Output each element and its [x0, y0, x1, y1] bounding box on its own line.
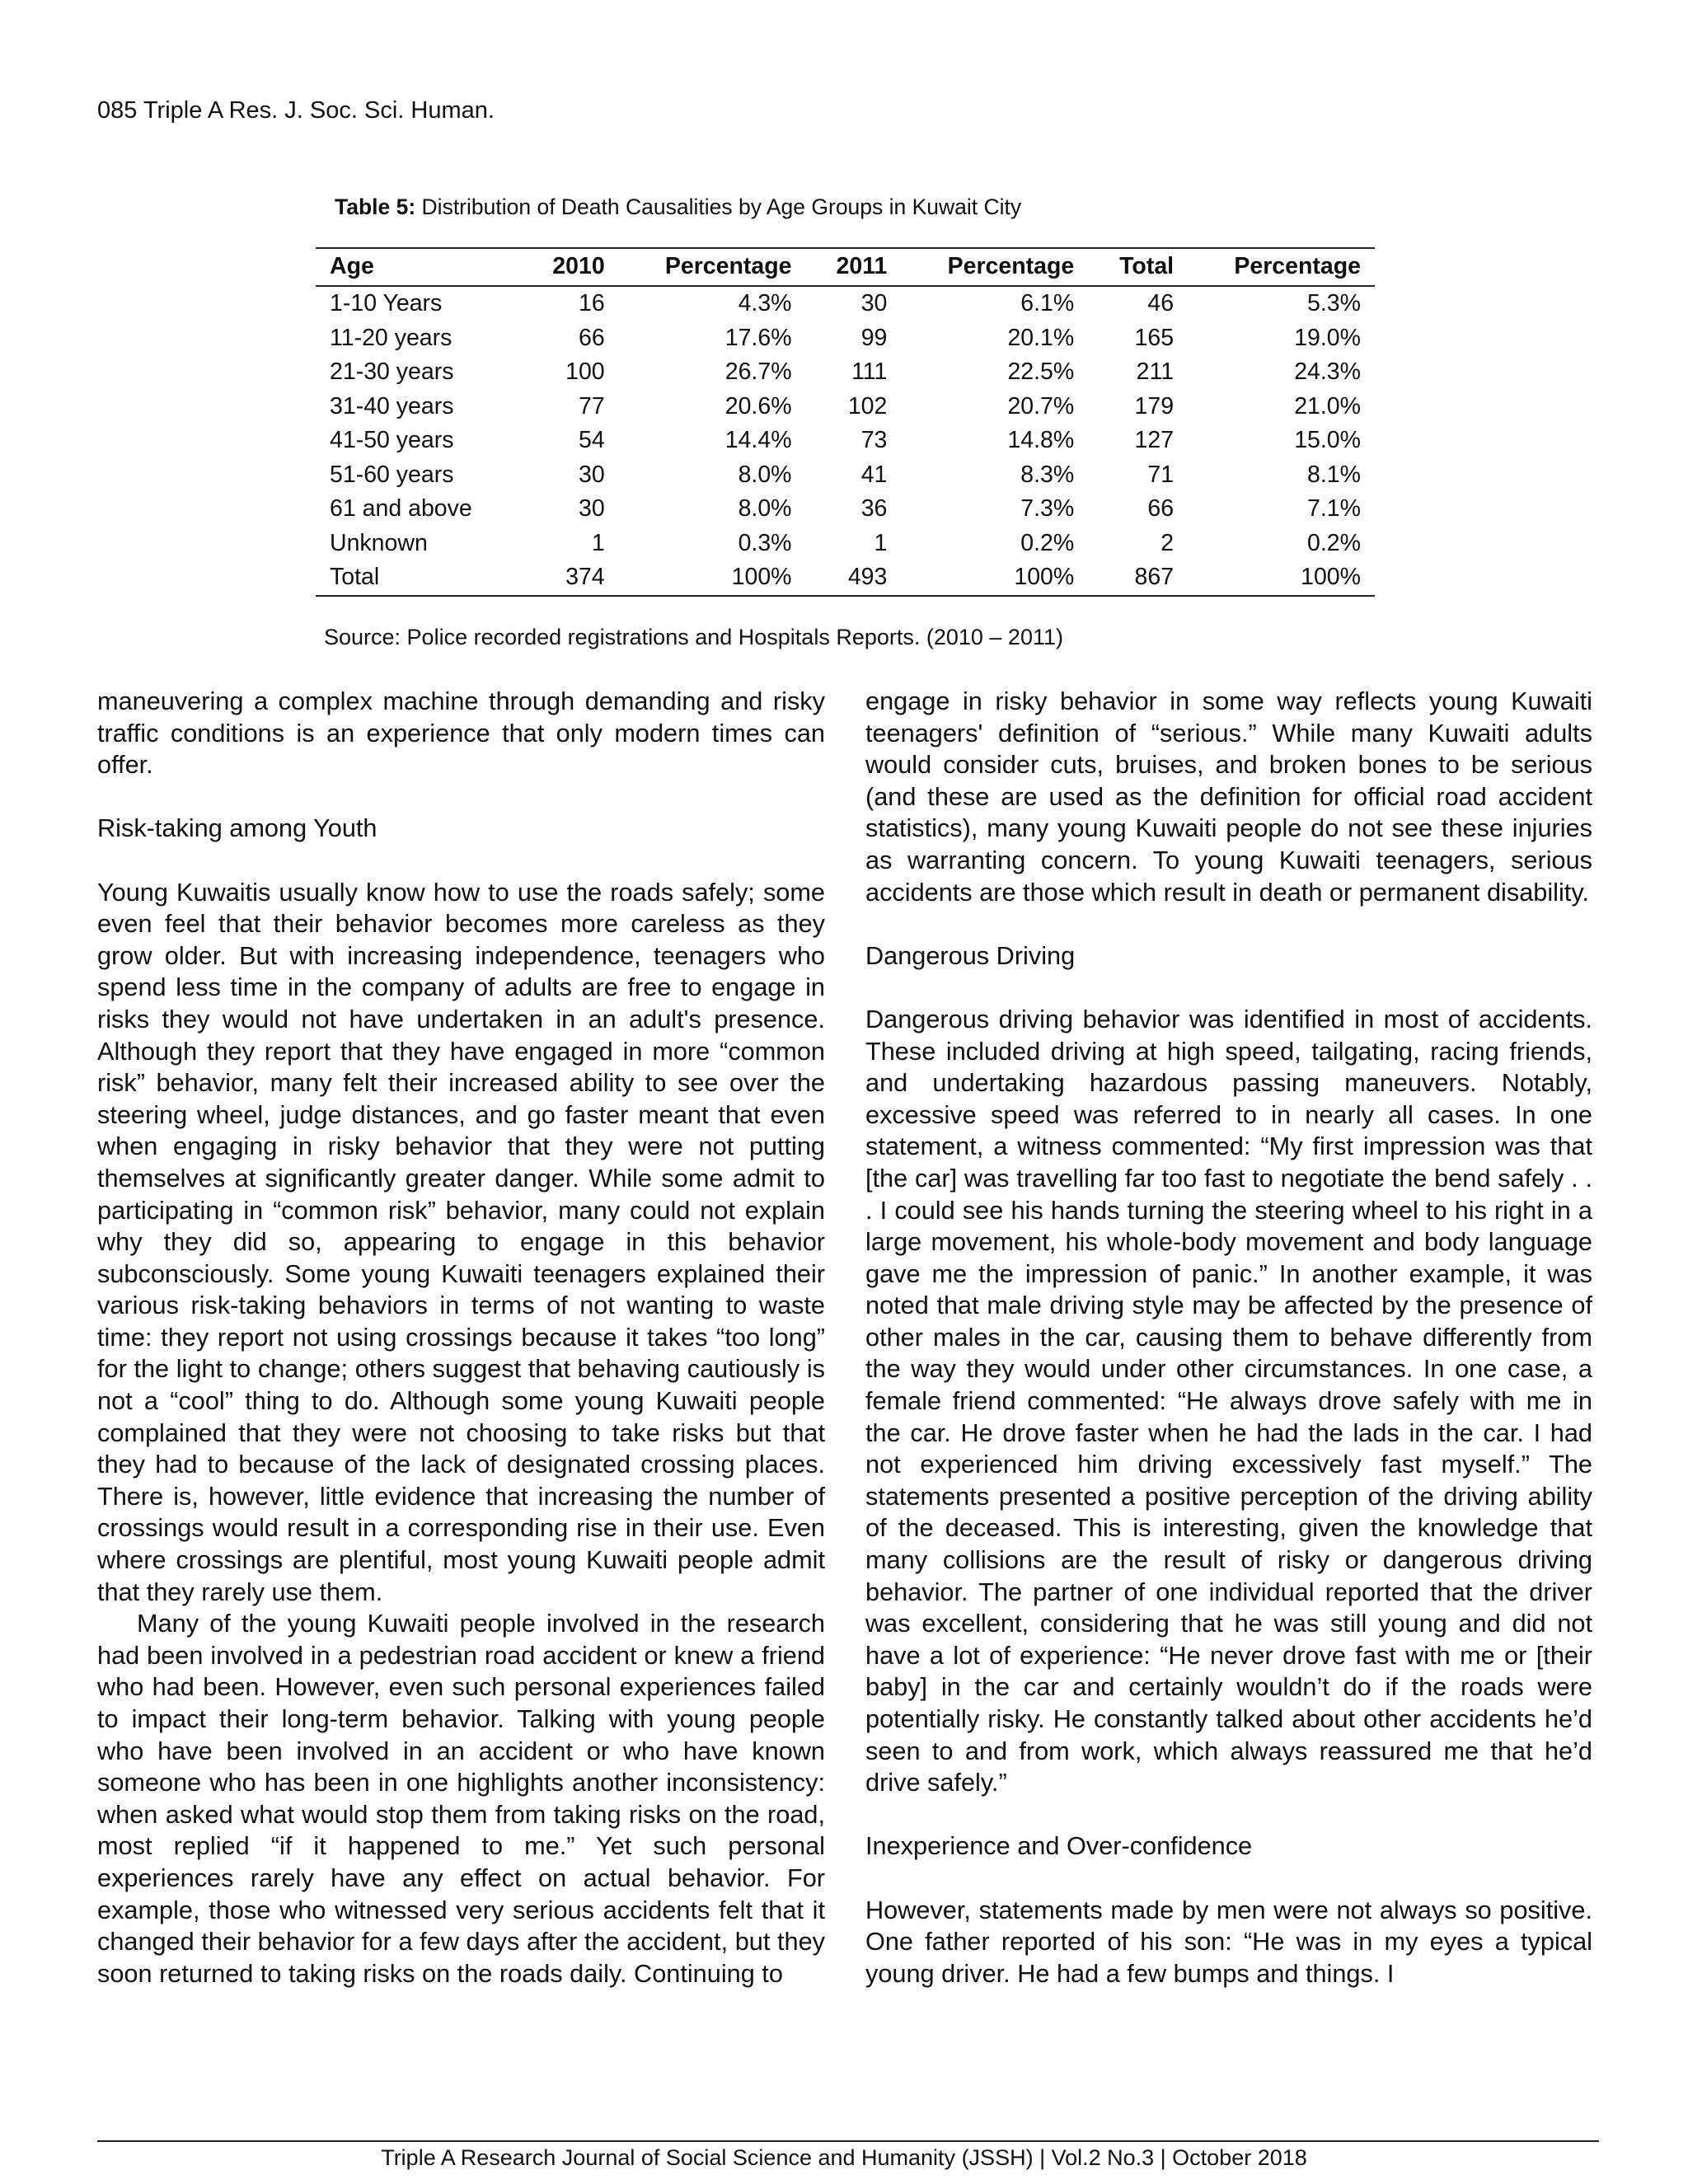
right-column — [865, 686, 1592, 1990]
table-caption-text: Distribution of Death Causalities by Age Groups in Kuwait City — [421, 194, 1022, 219]
table-cell: 11-20 years — [330, 324, 452, 351]
table-cell: 66 — [578, 324, 605, 351]
table-cell: 24.3% — [1294, 359, 1361, 386]
footer-divider — [97, 2140, 1599, 2142]
table-header-row — [316, 248, 1375, 286]
right-paragraph-1: engage in risky behavior in some way reflects young Kuwaiti teenagers' definition of “serious.” While many Kuwaiti adults would consider cuts, bruises, and broken bones to be serious (and these are used as the definition for official road accident statistics), many young Kuwaiti people do not see these injuries as warranting concern. To young Kuwaiti teenagers, serious accidents are those which result in death or permanent disability. — [865, 687, 1592, 907]
running-head: 085 Triple A Res. J. Soc. Sci. Human. — [97, 97, 495, 124]
table-cell: 7.1% — [1307, 495, 1361, 523]
table-cell: 100% — [731, 564, 792, 591]
section-heading-risk-taking: Risk-taking among Youth — [97, 813, 377, 843]
table-cell: 165 — [1134, 324, 1175, 351]
footer: Triple A Research Journal of Social Science and Humanity (JSSH) | Vol.2 No.3 | October 2018 — [381, 2145, 1307, 2170]
table-cell: 2 — [1160, 529, 1175, 556]
table-cell: 31-40 years — [330, 392, 454, 419]
table-cell: 30 — [578, 495, 605, 523]
table-cell: 20.1% — [1007, 324, 1075, 351]
table-cell: 26.7% — [724, 359, 792, 386]
table-cell: 111 — [851, 359, 888, 386]
table-cell: 179 — [1134, 392, 1175, 419]
table-cell: 41 — [860, 461, 888, 488]
table-cell: 100 — [565, 359, 605, 386]
table-cell: 30 — [860, 290, 888, 317]
table-body — [316, 286, 1375, 596]
table-cell: 20.6% — [724, 392, 792, 419]
table-cell: 1 — [874, 529, 888, 556]
table-cell: 77 — [578, 392, 605, 419]
col-age: Age — [330, 253, 374, 279]
table-caption — [335, 194, 1021, 220]
left-paragraph-1: maneuvering a complex machine through demanding and risky traffic conditions is an experience that only modern times can offer. — [97, 687, 825, 780]
table-row — [316, 492, 1375, 527]
table-cell: 71 — [1147, 461, 1175, 488]
col-total-percentage: Percentage — [1234, 253, 1361, 279]
table-cell: Unknown — [330, 529, 428, 556]
table-cell: 5.3% — [1307, 290, 1361, 317]
table-cell: 61 and above — [330, 495, 472, 523]
table-cell: 41-50 years — [330, 427, 454, 454]
col-2010-percentage: Percentage — [664, 253, 792, 279]
table-cell: 36 — [860, 495, 888, 523]
col-total: Total — [1119, 253, 1175, 279]
table-cell: 73 — [860, 427, 888, 454]
table-row — [316, 527, 1375, 561]
col-2010: 2010 — [552, 253, 605, 279]
table-row — [316, 286, 1375, 321]
table-cell: 15.0% — [1294, 427, 1361, 454]
table-cell: 8.3% — [1020, 461, 1075, 488]
table-cell: 14.4% — [724, 427, 792, 454]
table-cell: 1 — [591, 529, 605, 556]
table-label: Table 5: — [335, 194, 416, 219]
section-heading-inexperience: Inexperience and Over-confidence — [865, 1831, 1253, 1861]
table-cell: 8.0% — [738, 495, 792, 523]
table-row — [316, 321, 1375, 356]
table-row — [316, 355, 1375, 390]
left-paragraph-2: Young Kuwaitis usually know how to use the roads safely; some even feel that their behavior becomes more careless as they grow older. But with increasing independence, teenagers who spend less time in the company of adults are free to engage in risks they would not have undertaken in an adult's presence. Although they report that they have engaged in more “common risk” behavior, many felt their increased ability to see over the steering wheel, judge distances, and go faster meant that even when engaging in risky behavior that they were not putting themselves at significantly greater danger. While some admit to participating in “common risk” behavior, many could not explain why they did so, appearing to engage in this behavior subconsciously. Some young Kuwaiti teenagers explained their various risk-taking behaviors in terms of not wanting to waste time: they report not using crossings because it takes “too long” for the light to change; others suggest that behaving cautiously is not a “cool” thing to do. Although some young Kuwaiti people complained that they were not choosing to take risks but that they had to because of the lack of designated crossing places. There is, however, little evidence that increasing the number of crossings would result in a corresponding rise in their use. Even where crossings are plentiful, most young Kuwaiti people admit that they rarely use them. — [97, 877, 825, 1606]
table-cell: 30 — [578, 461, 605, 488]
table-cell: 0.2% — [1020, 529, 1075, 556]
table-row — [316, 560, 1375, 596]
table-cell: 211 — [1136, 359, 1175, 386]
section-heading-dangerous-driving: Dangerous Driving — [865, 940, 1076, 970]
table-cell: 7.3% — [1020, 495, 1075, 523]
left-column — [97, 686, 825, 1990]
table-cell: 1-10 Years — [330, 290, 443, 317]
table-row — [316, 390, 1375, 424]
table-source: Source: Police recorded registrations and Hospitals Reports. (2010 – 2011) — [324, 625, 1063, 649]
table-cell: 21.0% — [1294, 392, 1361, 419]
left-paragraph-3: Many of the young Kuwaiti people involved in the research had been involved in a pedestrian road accident or knew a friend who had been. However, even such personal experiences failed to impact their long-term behavior. Talking with young people who have been involved in an accident or who have known someone who has been in one highlights another inconsistency: when asked what would stop them from taking risks on the road, most replied “if it happened to me.” Yet such personal experiences rarely have any effect on actual behavior. For example, those who witnessed very serious accidents felt that it changed their behavior for a few days after the accident, but they soon returned to taking risks on the roads daily. Continuing to — [97, 1609, 825, 1988]
table-cell: Total — [330, 564, 380, 591]
table-cell: 102 — [847, 392, 888, 419]
table-cell: 20.7% — [1007, 392, 1075, 419]
col-2011-percentage: Percentage — [947, 253, 1075, 279]
age-groups-table — [316, 247, 1375, 597]
table-cell: 46 — [1147, 290, 1175, 317]
table-cell: 99 — [860, 324, 888, 351]
table-cell: 0.3% — [738, 529, 792, 556]
table-cell: 16 — [578, 290, 605, 317]
table-cell: 493 — [847, 564, 888, 591]
table-cell: 54 — [578, 427, 605, 454]
table-cell: 0.2% — [1307, 529, 1361, 556]
table-cell: 17.6% — [724, 324, 792, 351]
table-cell: 6.1% — [1020, 290, 1075, 317]
table-row — [316, 424, 1375, 458]
table-cell: 8.1% — [1307, 461, 1361, 488]
right-paragraph-3: However, statements made by men were not always so positive. One father reported of his son: “He was in my eyes a typical young driver. He had a few bumps and things. I — [865, 1895, 1592, 1988]
table-cell: 4.3% — [738, 290, 792, 317]
table-cell: 51-60 years — [330, 461, 454, 488]
table-cell: 867 — [1134, 564, 1175, 591]
table-cell: 14.8% — [1007, 427, 1075, 454]
table-cell: 22.5% — [1007, 359, 1075, 386]
table-cell: 374 — [565, 564, 605, 591]
table-cell: 19.0% — [1294, 324, 1361, 351]
col-2011: 2011 — [836, 253, 888, 279]
table-cell: 66 — [1147, 495, 1175, 523]
table-cell: 8.0% — [738, 461, 792, 488]
table-cell: 100% — [1301, 564, 1361, 591]
table-cell: 100% — [1014, 564, 1075, 591]
table-row — [316, 458, 1375, 493]
right-paragraph-2: Dangerous driving behavior was identified in most of accidents. These included driving at high speed, tailgating, racing friends, and undertaking hazardous passing maneuvers. Notably, excessive speed was referred to in nearly all cases. In one statement, a witness commented: “My first impression was that [the car] was travelling far too fast to negotiate the bend safely . . . I could see his hands turning the steering wheel to his right in a large movement, his whole-body movement and body language gave me the impression of panic.” In another example, it was noted that male driving style may be affected by the presence of other males in the car, causing them to behave differently from the way they would under other circumstances. In one case, a female friend commented: “He always drove safely with me in the car. He drove faster when he had the lads in the car. I had not experienced him driving excessively fast myself.” The statements presented a positive perception of the driving ability of the deceased. This is interesting, given the knowledge that many collisions are the result of risky or dangerous driving behavior. The partner of one individual reported that the driver was excellent, considering that he was still young and did not have a lot of experience: “He never drove fast with me or [their baby] in the car and certainly wouldn’t do if the roads were potentially risky. He constantly talked about other accidents he’d seen to and from work, which always reassured me that he’d drive safely.” — [865, 1004, 1592, 1797]
table-cell: 127 — [1134, 427, 1175, 454]
table-cell: 21-30 years — [330, 359, 454, 386]
